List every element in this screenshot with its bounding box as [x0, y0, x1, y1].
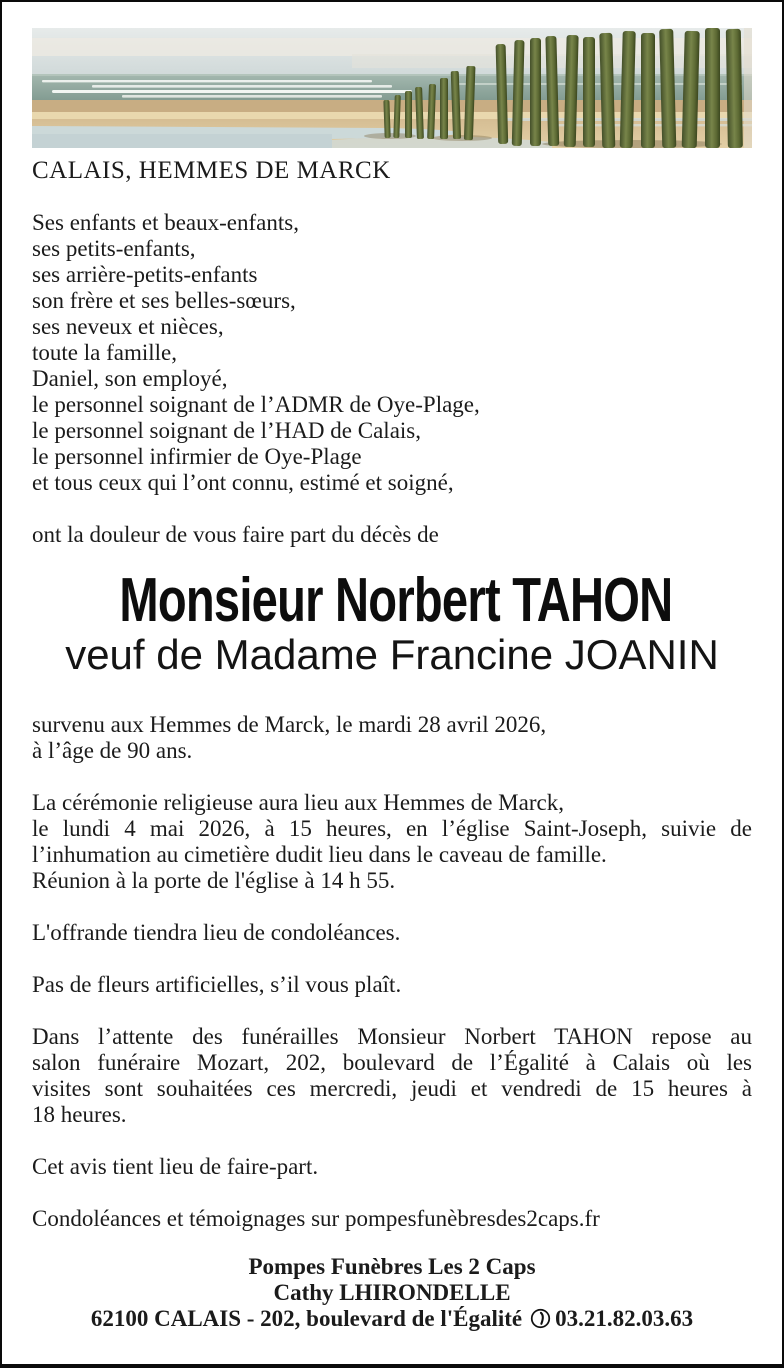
- death-line: à l’âge de 90 ans.: [32, 738, 193, 763]
- family-line: Daniel, son employé,: [32, 366, 228, 391]
- family-line: Ses enfants et beaux-enfants,: [32, 210, 299, 235]
- deceased-name-wrap: [32, 566, 752, 635]
- deceased-name: Monsieur Norbert TAHON: [119, 566, 673, 635]
- ceremony-line: l’inhumation au cimetière dudit lieu dans le caveau de famille.: [32, 842, 607, 867]
- family-list: [32, 210, 752, 496]
- deceased-relation: veuf de Madame Francine JOANIN: [65, 631, 719, 678]
- repose-line: Dans l’attente des funérailles Monsieur Norbert TAHON repose au: [32, 1024, 752, 1049]
- funeral-home-name: Pompes Funèbres Les 2 Caps: [248, 1254, 536, 1279]
- ceremony-line: La cérémonie religieuse aura lieu aux Hemmes de Marck,: [32, 790, 564, 815]
- notice-line: Cet avis tient lieu de faire-part.: [32, 1154, 319, 1179]
- offering-line: L'offrande tiendra lieu de condoléances.: [32, 920, 401, 945]
- phone-icon: [530, 1308, 551, 1335]
- repose-line: 18 heures.: [32, 1102, 127, 1127]
- death-paragraph: [32, 712, 752, 764]
- location-header: CALAIS, HEMMES DE MARCK: [32, 157, 391, 184]
- funeral-home-director: Cathy LHIRONDELLE: [273, 1280, 511, 1305]
- family-line: le personnel infirmier de Oye-Plage: [32, 444, 362, 469]
- ceremony-line: Réunion à la porte de l'église à 14 h 55.: [32, 868, 396, 893]
- repose-paragraph: [32, 1024, 752, 1128]
- announcement-line: ont la douleur de vous faire part du décès de: [32, 522, 439, 547]
- funeral-home-phone: 03.21.82.03.63: [555, 1306, 694, 1331]
- family-line: son frère et ses belles-sœurs,: [32, 288, 296, 313]
- repose-line: visites sont souhaitées ces mercredi, jeudi et vendredi de 15 heures à: [32, 1076, 752, 1101]
- header-photo: [32, 28, 752, 148]
- family-line: ses petits-enfants,: [32, 236, 196, 261]
- family-line: ses neveux et nièces,: [32, 314, 224, 339]
- family-line: et tous ceux qui l’ont connu, estimé et soigné,: [32, 470, 454, 495]
- death-line: survenu aux Hemmes de Marck, le mardi 28 avril 2026,: [32, 712, 547, 737]
- funeral-home-footer: [32, 1254, 752, 1335]
- family-line: toute la famille,: [32, 340, 177, 365]
- flowers-line: Pas de fleurs artificielles, s’il vous plaît.: [32, 972, 402, 997]
- condolences-line: Condoléances et témoignages sur pompesfunèbresdes2caps.fr: [32, 1206, 600, 1231]
- family-line: le personnel soignant de l’HAD de Calais,: [32, 418, 421, 443]
- repose-line: salon funéraire Mozart, 202, boulevard de l’Égalité à Calais où les: [32, 1050, 752, 1075]
- funeral-home-address: 62100 CALAIS - 202, boulevard de l'Égalité: [90, 1306, 523, 1331]
- funeral-home-address-phone: [32, 1306, 752, 1335]
- ceremony-paragraph: [32, 790, 752, 894]
- family-line: le personnel soignant de l’ADMR de Oye-Plage,: [32, 392, 480, 417]
- ceremony-line: le lundi 4 mai 2026, à 15 heures, en l’église Saint-Joseph, suivie de: [32, 816, 752, 841]
- family-line: ses arrière-petits-enfants: [32, 262, 258, 287]
